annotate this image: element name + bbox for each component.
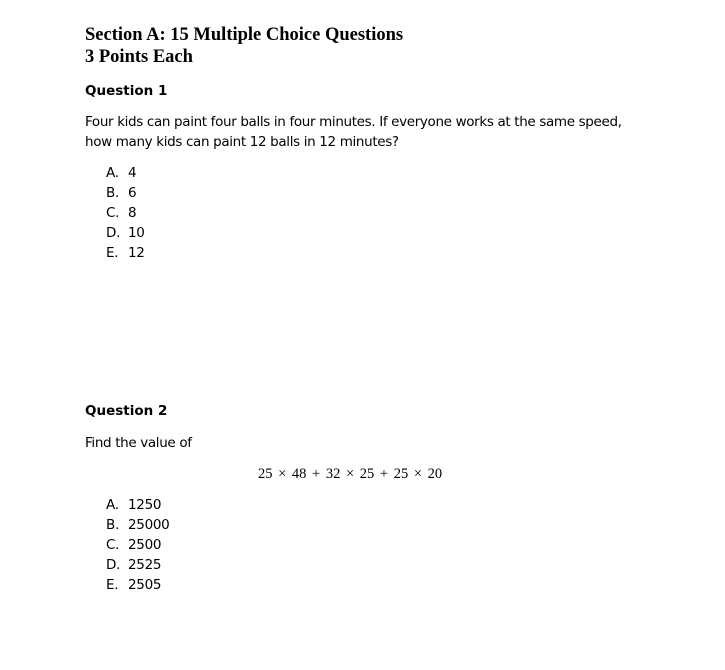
choice-letter: C.: [106, 205, 120, 221]
section-title: [85, 24, 403, 68]
choice-item: [106, 515, 169, 535]
question-1-heading: Question 1: [85, 83, 168, 99]
choice-value: 4: [128, 165, 137, 181]
choice-value: 8: [128, 205, 137, 221]
choice-value: 2505: [128, 577, 162, 593]
choice-letter: B.: [106, 185, 119, 201]
choice-item: [106, 555, 169, 575]
choice-item: [106, 535, 169, 555]
question-1-text-line2: how many kids can paint 12 balls in 12 minutes?: [85, 134, 399, 150]
choice-value: 1250: [128, 497, 162, 513]
choice-letter: D.: [106, 225, 121, 241]
question-1-text: [85, 112, 622, 152]
choice-value: 12: [128, 245, 145, 261]
choice-value: 10: [128, 225, 145, 241]
question-2-text: Find the value of: [85, 435, 192, 451]
question-2-math-expression: 25 × 48 + 32 × 25 + 25 × 20: [258, 466, 443, 482]
choice-value: 6: [128, 185, 137, 201]
question-2-heading: Question 2: [85, 403, 168, 419]
section-title-line1: Section A: 15 Multiple Choice Questions: [85, 25, 404, 45]
section-title-line2: 3 Points Each: [85, 47, 193, 67]
choice-letter: A.: [106, 165, 119, 181]
choice-letter: E.: [106, 245, 119, 261]
choice-letter: D.: [106, 557, 121, 573]
choice-item: [106, 163, 145, 183]
choice-letter: A.: [106, 497, 119, 513]
choice-value: 2525: [128, 557, 162, 573]
question-1-choices: [106, 163, 145, 263]
choice-letter: B.: [106, 517, 119, 533]
choice-item: [106, 575, 169, 595]
choice-item: [106, 223, 145, 243]
choice-item: [106, 495, 169, 515]
choice-item: [106, 183, 145, 203]
question-1-text-line1: Four kids can paint four balls in four minutes. If everyone works at the same speed,: [85, 114, 622, 130]
choice-letter: E.: [106, 577, 119, 593]
choice-item: [106, 243, 145, 263]
choice-item: [106, 203, 145, 223]
question-2-choices: [106, 495, 169, 595]
choice-letter: C.: [106, 537, 120, 553]
choice-value: 25000: [128, 517, 170, 533]
choice-value: 2500: [128, 537, 162, 553]
